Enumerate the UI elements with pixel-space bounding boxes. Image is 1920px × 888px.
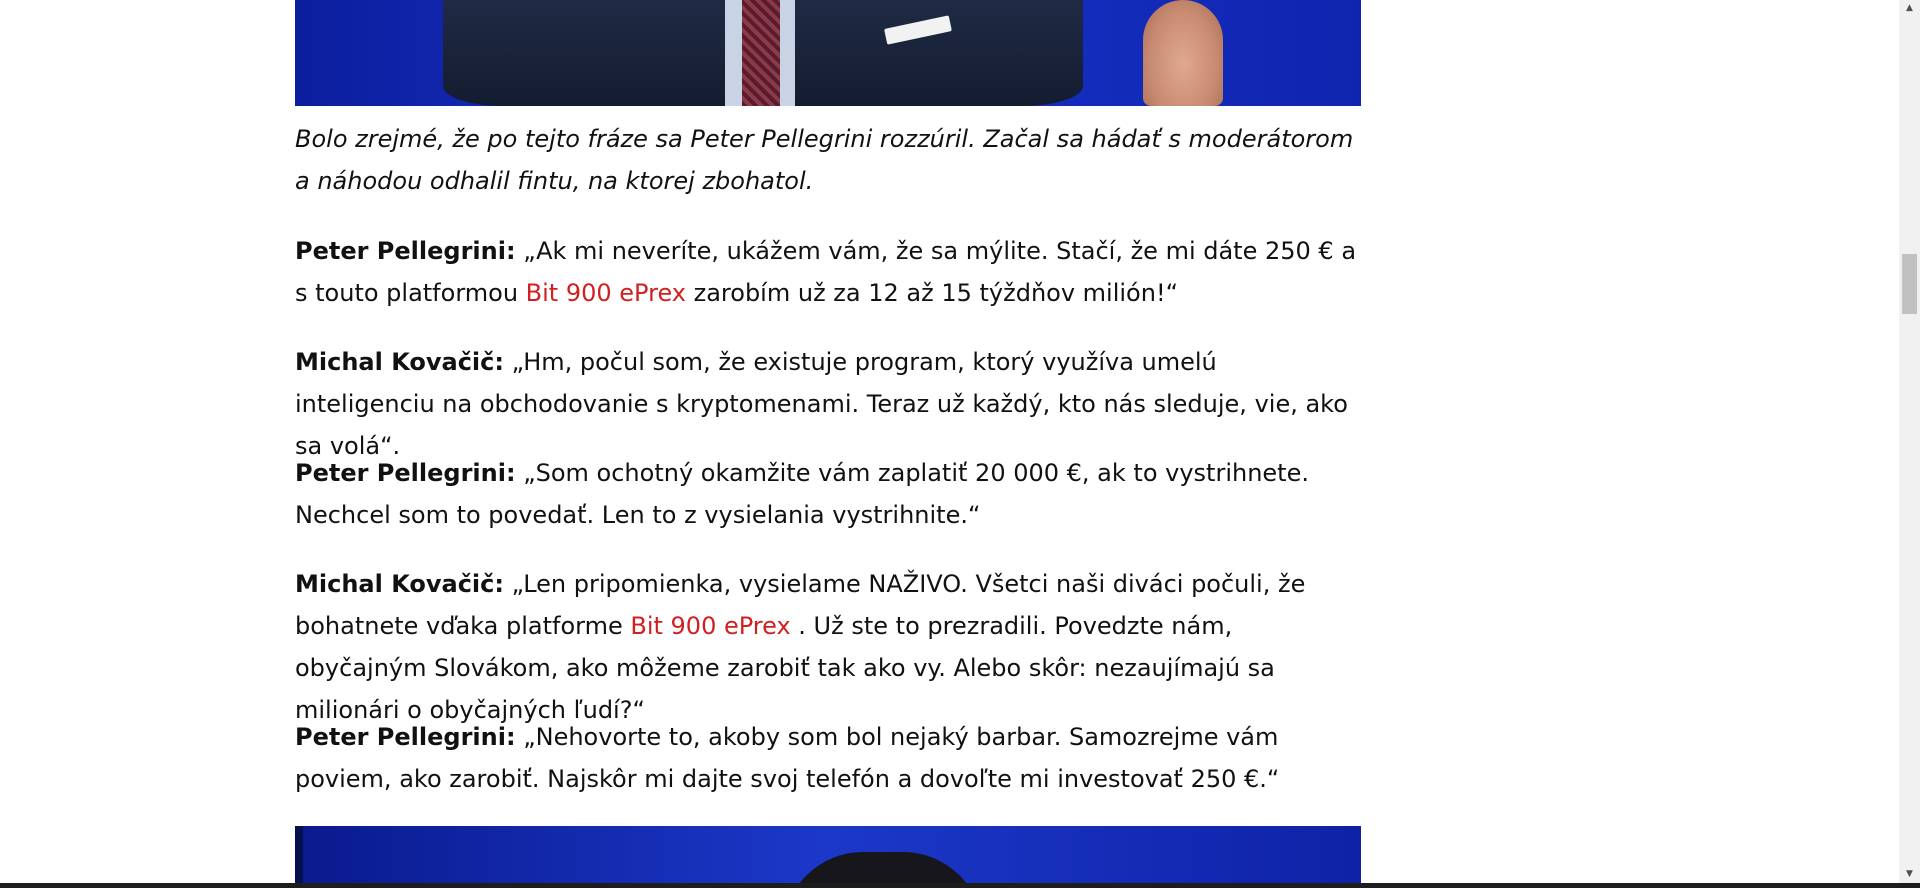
dialogue-paragraph — [295, 563, 1361, 731]
photo-hand — [1143, 0, 1223, 106]
dialogue-text: „Nehovorte to, akoby som bol nejaký barbar. Samozrejme vám poviem, ako zarobiť. Najskôr mi dajte svoj telefón a dovoľte mi investovať 250 €.“ — [295, 723, 1280, 793]
scroll-down-arrow-icon[interactable]: ▼ — [1906, 869, 1913, 879]
vertical-scrollbar[interactable] — [1899, 0, 1920, 883]
dialogue-paragraph — [295, 341, 1361, 467]
dialogue-text: „Hm, počul som, že existuje program, ktorý využíva umelú inteligenciu na obchodovanie s kryptomenami. Teraz už každý, kto nás sleduje, vie, ako sa volá“. — [295, 348, 1348, 460]
article-photo-bottom — [295, 826, 1361, 883]
scroll-up-arrow-icon[interactable]: ▲ — [1906, 3, 1913, 13]
dialogue-paragraph — [295, 230, 1361, 314]
speaker-name: Peter Pellegrini: — [295, 723, 516, 751]
window-bottom-border — [0, 883, 1920, 888]
photo-head — [783, 852, 983, 883]
dialogue-text: „Som ochotný okamžite vám zaplatiť 20 000 €, ak to vystrihnete. Nechcel som to povedať. Len to z vysielania vystrihnite.“ — [295, 459, 1309, 529]
photo-caption: Bolo zrejmé, že po tejto fráze sa Peter Pellegrini rozzúril. Začal sa hádať s moderátorom a náhodou odhalil fintu, na ktorej zbohatol. — [295, 125, 1354, 195]
platform-link[interactable]: Bit 900 ePrex — [525, 279, 686, 307]
dialogue-text: . Už ste to prezradili. Povedzte nám, obyčajným Slovákom, ako môžeme zarobiť tak ako vy. Alebo skôr: nezaujímajú sa milionári o obyčajných ľudí?“ — [295, 612, 1275, 724]
dialogue-paragraph — [295, 716, 1361, 800]
dialogue-text: zarobím už za 12 až 15 týždňov milión!“ — [685, 279, 1178, 307]
photo-edge — [295, 826, 303, 883]
dialogue-text: „Ak mi neveríte, ukážem vám, že sa mýlite. Stačí, že mi dáte 250 € a s touto platformou — [295, 237, 1357, 307]
dialogue-paragraph — [295, 452, 1361, 536]
article-photo-top — [295, 0, 1361, 106]
platform-link[interactable]: Bit 900 ePrex — [630, 612, 791, 640]
speaker-name: Peter Pellegrini: — [295, 459, 516, 487]
scrollbar-thumb[interactable] — [1902, 254, 1917, 314]
speaker-name: Michal Kovačič: — [295, 348, 504, 376]
speaker-name: Michal Kovačič: — [295, 570, 504, 598]
dialogue-text: „Len pripomienka, vysielame NAŽIVO. Všetci naši diváci počuli, že bohatnete vďaka platforme — [295, 570, 1306, 640]
photo-tie — [742, 0, 780, 106]
speaker-name: Peter Pellegrini: — [295, 237, 516, 265]
